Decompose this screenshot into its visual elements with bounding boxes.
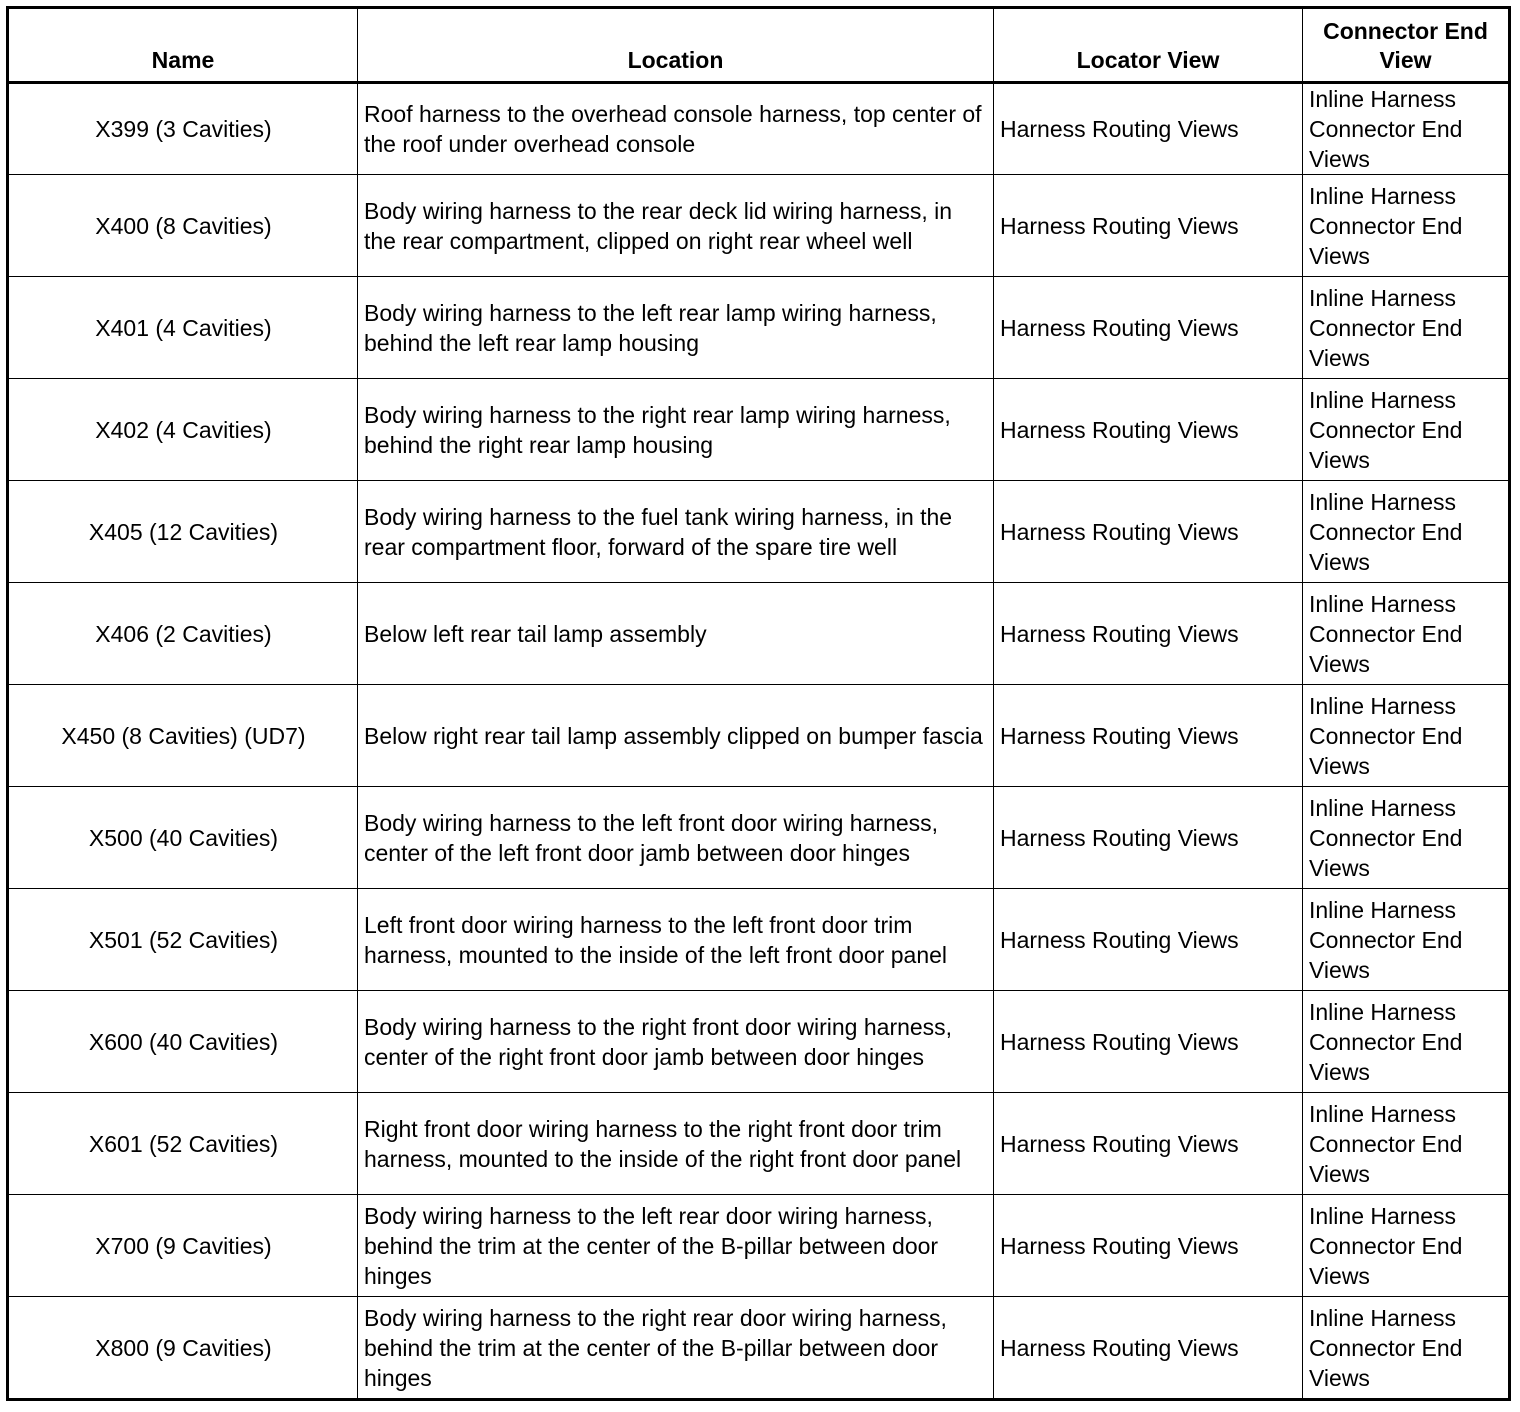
table-row xyxy=(8,889,1510,991)
table-row xyxy=(8,685,1510,787)
cell-connector-end-view: Inline Harness Connector End Views xyxy=(1303,83,1510,175)
cell-location: Body wiring harness to the right front door wiring harness, center of the right front door jamb between door hinges xyxy=(358,991,994,1093)
table-row xyxy=(8,83,1510,175)
cell-name: X406 (2 Cavities) xyxy=(8,583,358,685)
header-row xyxy=(8,8,1510,83)
table-row xyxy=(8,991,1510,1093)
cell-locator-view: Harness Routing Views xyxy=(994,83,1303,175)
cell-connector-end-view: Inline Harness Connector End Views xyxy=(1303,1195,1510,1297)
table-row xyxy=(8,379,1510,481)
cell-connector-end-view: Inline Harness Connector End Views xyxy=(1303,481,1510,583)
cell-name: X402 (4 Cavities) xyxy=(8,379,358,481)
cell-connector-end-view: Inline Harness Connector End Views xyxy=(1303,991,1510,1093)
cell-locator-view: Harness Routing Views xyxy=(994,889,1303,991)
cell-name: X501 (52 Cavities) xyxy=(8,889,358,991)
cell-connector-end-view: Inline Harness Connector End Views xyxy=(1303,1297,1510,1400)
table-row xyxy=(8,175,1510,277)
cell-locator-view: Harness Routing Views xyxy=(994,787,1303,889)
cell-name: X601 (52 Cavities) xyxy=(8,1093,358,1195)
cell-location: Body wiring harness to the right rear door wiring harness, behind the trim at the center of the B-pillar between door hinges xyxy=(358,1297,994,1400)
table-row xyxy=(8,1195,1510,1297)
cell-locator-view: Harness Routing Views xyxy=(994,277,1303,379)
header-connector-end-view: Connector End View xyxy=(1303,8,1510,83)
cell-location: Body wiring harness to the left rear lamp wiring harness, behind the left rear lamp housing xyxy=(358,277,994,379)
cell-locator-view: Harness Routing Views xyxy=(994,991,1303,1093)
cell-name: X800 (9 Cavities) xyxy=(8,1297,358,1400)
cell-connector-end-view: Inline Harness Connector End Views xyxy=(1303,175,1510,277)
cell-connector-end-view: Inline Harness Connector End Views xyxy=(1303,787,1510,889)
header-locator-view: Locator View xyxy=(994,8,1303,83)
cell-name: X600 (40 Cavities) xyxy=(8,991,358,1093)
header-location: Location xyxy=(358,8,994,83)
table-row xyxy=(8,481,1510,583)
header-name: Name xyxy=(8,8,358,83)
table-row xyxy=(8,277,1510,379)
cell-location: Roof harness to the overhead console harness, top center of the roof under overhead console xyxy=(358,83,994,175)
cell-name: X401 (4 Cavities) xyxy=(8,277,358,379)
cell-locator-view: Harness Routing Views xyxy=(994,175,1303,277)
cell-connector-end-view: Inline Harness Connector End Views xyxy=(1303,379,1510,481)
table-row xyxy=(8,1093,1510,1195)
cell-name: X500 (40 Cavities) xyxy=(8,787,358,889)
cell-connector-end-view: Inline Harness Connector End Views xyxy=(1303,277,1510,379)
table-row xyxy=(8,583,1510,685)
cell-locator-view: Harness Routing Views xyxy=(994,481,1303,583)
cell-name: X400 (8 Cavities) xyxy=(8,175,358,277)
cell-locator-view: Harness Routing Views xyxy=(994,379,1303,481)
table-row xyxy=(8,1297,1510,1400)
cell-location: Left front door wiring harness to the left front door trim harness, mounted to the inside of the left front door panel xyxy=(358,889,994,991)
cell-connector-end-view: Inline Harness Connector End Views xyxy=(1303,1093,1510,1195)
cell-name: X450 (8 Cavities) (UD7) xyxy=(8,685,358,787)
cell-location: Body wiring harness to the left rear door wiring harness, behind the trim at the center of the B-pillar between door hinges xyxy=(358,1195,994,1297)
cell-connector-end-view: Inline Harness Connector End Views xyxy=(1303,685,1510,787)
connector-table xyxy=(6,6,1511,1401)
cell-location: Body wiring harness to the left front door wiring harness, center of the left front door jamb between door hinges xyxy=(358,787,994,889)
cell-location: Body wiring harness to the fuel tank wiring harness, in the rear compartment floor, forward of the spare tire well xyxy=(358,481,994,583)
cell-name: X405 (12 Cavities) xyxy=(8,481,358,583)
cell-location: Right front door wiring harness to the right front door trim harness, mounted to the inside of the right front door panel xyxy=(358,1093,994,1195)
cell-name: X399 (3 Cavities) xyxy=(8,83,358,175)
cell-locator-view: Harness Routing Views xyxy=(994,1093,1303,1195)
cell-locator-view: Harness Routing Views xyxy=(994,685,1303,787)
cell-name: X700 (9 Cavities) xyxy=(8,1195,358,1297)
cell-location: Body wiring harness to the rear deck lid wiring harness, in the rear compartment, clipped on right rear wheel well xyxy=(358,175,994,277)
cell-connector-end-view: Inline Harness Connector End Views xyxy=(1303,889,1510,991)
cell-location: Below right rear tail lamp assembly clipped on bumper fascia xyxy=(358,685,994,787)
cell-locator-view: Harness Routing Views xyxy=(994,583,1303,685)
cell-location: Body wiring harness to the right rear lamp wiring harness, behind the right rear lamp housing xyxy=(358,379,994,481)
cell-locator-view: Harness Routing Views xyxy=(994,1195,1303,1297)
cell-location: Below left rear tail lamp assembly xyxy=(358,583,994,685)
table-row xyxy=(8,787,1510,889)
cell-locator-view: Harness Routing Views xyxy=(994,1297,1303,1400)
cell-connector-end-view: Inline Harness Connector End Views xyxy=(1303,583,1510,685)
